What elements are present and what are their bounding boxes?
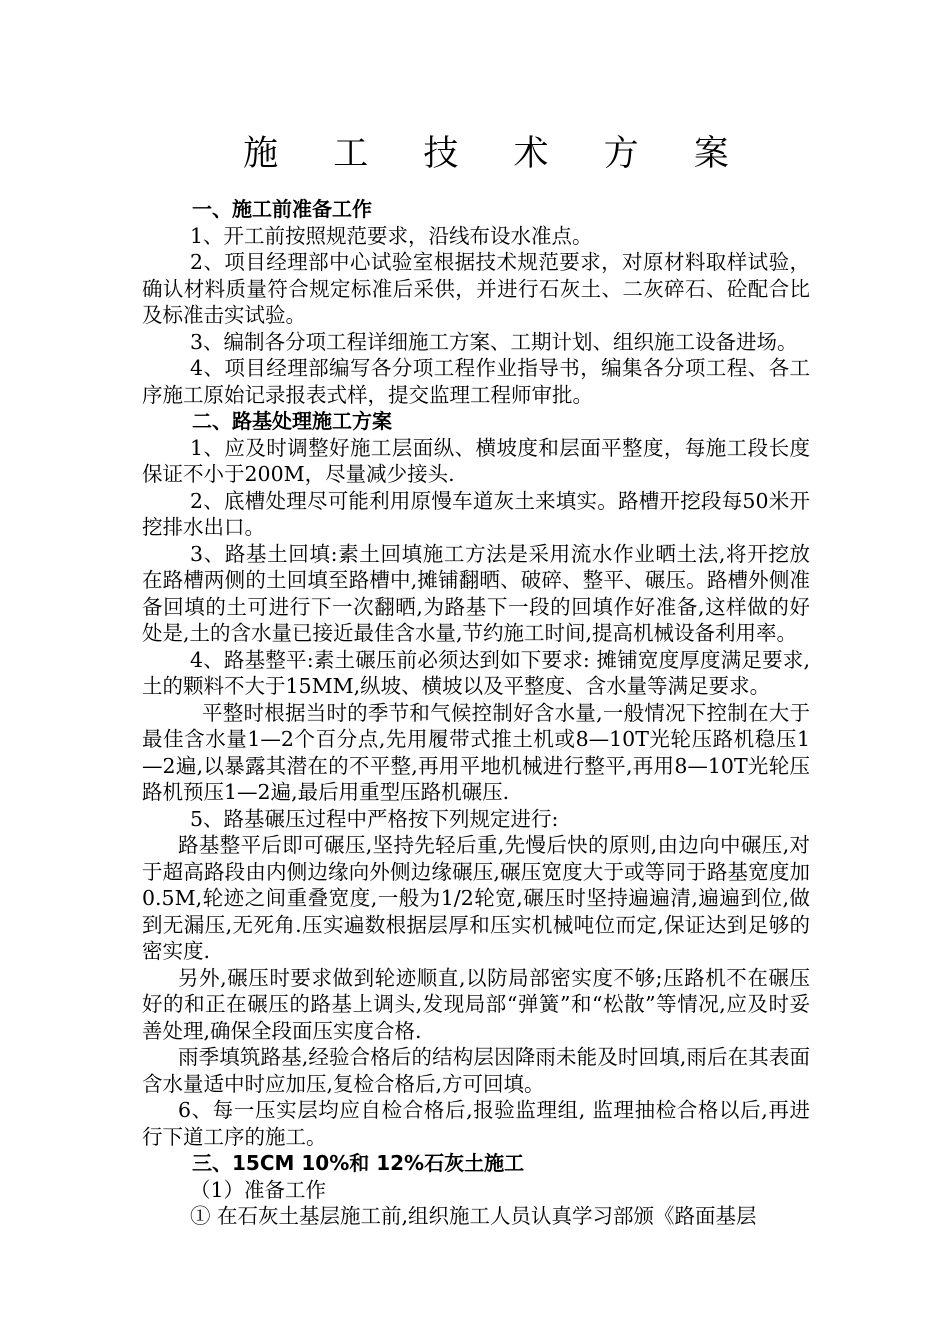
paragraph: 6、每一压实层均应自检合格后,报验监理组, 监理抽检合格以后,再进行下道工序的施工。 bbox=[142, 1098, 810, 1149]
section-1-heading: 一、施工前准备工作 bbox=[192, 197, 372, 221]
section-3-heading: 三、15CM 10%和 12%石灰土施工 bbox=[192, 1151, 525, 1175]
paragraph: 1、应及时调整好施工层面纵、横坡度和层面平整度，每施工段长度保证不小于200M，尽量减少接头. bbox=[142, 435, 810, 486]
paragraph: 平整时根据当时的季节和气候控制好含水量,一般情况下控制在大于最佳含水量1—2个百分点,先用履带式推土机或8—10T光轮压路机稳压1—2遍,以暴露其潜在的不平整,再用平地机械进行整平,再用8—10T光轮压路机预压1—2遍,最后用重型压路机碾压. bbox=[142, 700, 810, 804]
paragraph: 2、底槽处理尽可能利用原慢车道灰土来填实。路槽开挖段每50米开挖排水出口。 bbox=[142, 488, 810, 539]
document-title: 施 工 技 术 方 案 bbox=[243, 134, 751, 174]
paragraph: 雨季填筑路基,经验合格后的结构层因降雨未能及时回填,雨后在其表面含水量适中时应加压,复检合格后,方可回填。 bbox=[142, 1045, 810, 1096]
paragraph: ① 在石灰土基层施工前,组织施工人员认真学习部颁《路面基层 bbox=[190, 1204, 757, 1228]
paragraph: 4、项目经理部编写各分项工程作业指导书，编集各分项工程、各工序施工原始记录报表式样，提交监理工程师审批。 bbox=[142, 356, 810, 407]
paragraph: 另外,碾压时要求做到轮迹顺直,以防局部密实度不够;压路机不在碾压好的和正在碾压的路基上调头,发现局部“弹簧”和“松散”等情况,应及时妥善处理,确保全段面压实度合格. bbox=[142, 965, 810, 1043]
paragraph: 2、项目经理部中心试验室根据技术规范要求，对原材料取样试验，确认材料质量符合规定标准后采供，并进行石灰土、二灰碎石、砼配合比及标准击实试验。 bbox=[142, 250, 810, 327]
paragraph: 1、开工前按照规范要求，沿线布设水准点。 bbox=[190, 223, 593, 248]
paragraph: （1）准备工作 bbox=[190, 1177, 327, 1202]
paragraph: 4、路基整平:素土碾压前必须达到如下要求: 摊铺宽度厚度满足要求,土的颗料不大于15MM,纵坡、横坡以及平整度、含水量等满足要求。 bbox=[142, 647, 810, 698]
paragraph: 路基整平后即可碾压,坚持先轻后重,先慢后快的原则,由边向中碾压,对于超高路段由内侧边缘向外侧边缘碾压,碾压宽度大于或等同于路基宽度加0.5M,轮迹之间重叠宽度,一般为1/2轮宽,碾压时坚持遍遍清,遍遍到位,做到无漏压,无死角.压实遍数根据层厚和压实机械吨位而定,保证达到足够的密实度. bbox=[142, 833, 810, 963]
paragraph: 3、路基土回填:素土回填施工方法是采用流水作业晒土法,将开挖放在路槽两侧的土回填至路槽中,摊铺翻晒、破碎、整平、碾压。路槽外侧准备回填的土可进行下一次翻晒,为路基下一段的回填作好准备,这样做的好处是,土的含水量已接近最佳含水量,节约施工时间,提高机械设备利用率。 bbox=[142, 541, 810, 645]
section-2-heading: 二、路基处理施工方案 bbox=[192, 409, 392, 433]
paragraph: 3、编制各分项工程详细施工方案、工期计划、组织施工设备进场。 bbox=[190, 329, 798, 354]
document-body bbox=[142, 196, 810, 1230]
paragraph: 5、路基碾压过程中严格按下列规定进行: bbox=[190, 806, 559, 831]
